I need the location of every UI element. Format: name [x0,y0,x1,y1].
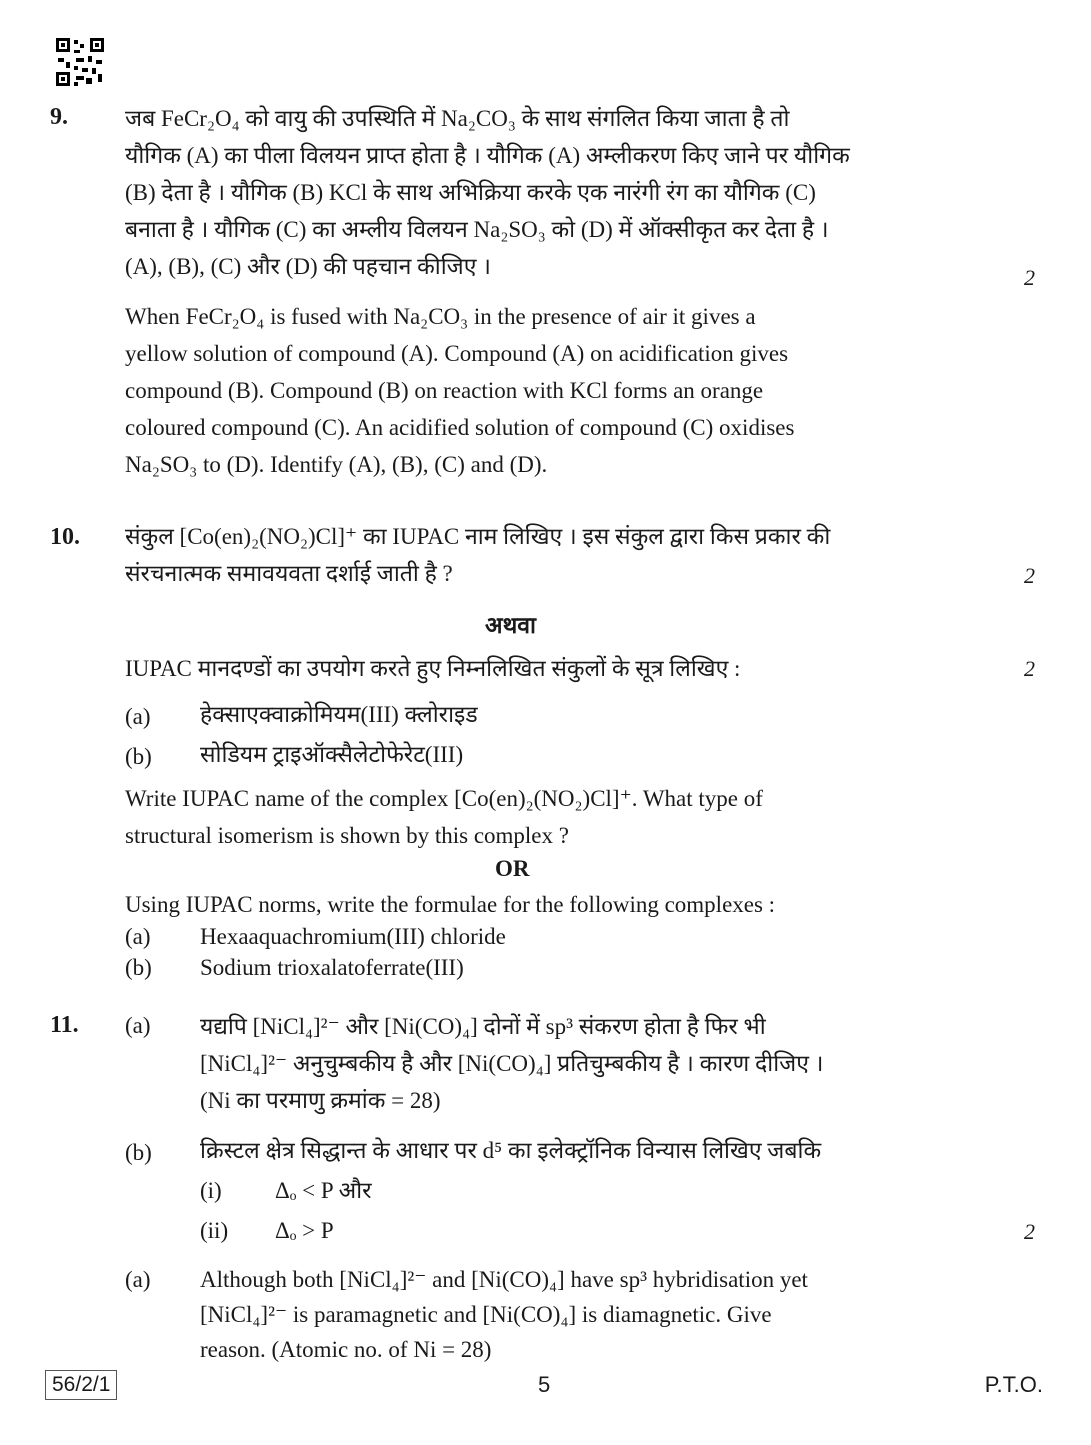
item-label: (i) [200,1178,222,1203]
text-line: When FeCr₂O₄ is fused with Na₂CO₃ in the presence of air it gives a [125,304,756,329]
marks: 2 [1024,563,1035,588]
text-line: यद्यपि [NiCl₄]²⁻ और [Ni(CO)₄] दोनों में sp³ संकरण होता है फिर भी [200,1014,766,1039]
text-line: संकुल [Co(en)₂(NO₂)Cl]⁺ का IUPAC नाम लिखिए । इस संकुल द्वारा किस प्रकार की [125,524,831,549]
item-text: Δₒ < P और [275,1178,372,1203]
qr-code-icon [56,38,104,86]
item-text: सोडियम ट्राइऑक्सैलेटोफेरेट(III) [200,742,464,767]
q11a-english-text [200,1262,979,1367]
or-heading-hindi: अथवा [485,613,537,638]
page-number: 5 [538,1372,551,1397]
text-line: yellow solution of compound (A). Compound (A) on acidification gives [125,341,789,366]
item-text: Δₒ > P [275,1218,334,1243]
text-line: reason. (Atomic no. of Ni = 28) [200,1337,492,1362]
marks: 2 [1024,1219,1035,1244]
q10-english-text [125,780,979,854]
item-label: (a) [125,924,151,949]
text-line: Na₂SO₃ to (D). Identify (A), (B), (C) and (D). [125,452,548,477]
item-label: (b) [125,744,152,769]
marks: 2 [1024,656,1035,681]
text-line: यौगिक (A) का पीला विलयन प्राप्त होता है । यौगिक (A) अम्लीकरण किए जाने पर यौगिक [125,143,850,168]
question-number: 11. [50,1012,79,1038]
q10-hindi-text [125,518,979,592]
part-label: (a) [125,1267,151,1292]
question-number: 9. [50,104,68,130]
text-line: [NiCl₄]²⁻ अनुचुम्बकीय है और [Ni(CO)₄] प्रतिचुम्बकीय है । कारण दीजिए । [200,1051,824,1076]
text-line: [NiCl₄]²⁻ is paramagnetic and [Ni(CO)₄] is diamagnetic. Give [200,1302,772,1327]
item-label: (ii) [200,1218,229,1243]
alt-question-hindi: IUPAC मानदण्डों का उपयोग करते हुए निम्नलिखित संकुलों के सूत्र लिखिए : [125,656,741,681]
text-line: Write IUPAC name of the complex [Co(en)₂(NO₂)Cl]⁺. What type of [125,786,763,811]
part-label: (a) [125,1013,151,1038]
text-line: (Ni का परमाणु क्रमांक = 28) [200,1088,441,1113]
paper-code: 56/2/1 [45,1370,117,1400]
part-label: (b) [125,1140,152,1165]
text-line: (B) देता है । यौगिक (B) KCl के साथ अभिक्रिया करके एक नारंगी रंग का यौगिक (C) [125,180,816,205]
q9-hindi-text [125,100,979,285]
item-text: Hexaaquachromium(III) chloride [200,924,506,949]
q11b-hindi-text: क्रिस्टल क्षेत्र सिद्धान्त के आधार पर d⁵ का इलेक्ट्रॉनिक विन्यास लिखिए जबकि [200,1138,822,1163]
text-line: जब FeCr₂O₄ को वायु की उपस्थिति में Na₂CO₃ के साथ संगलित किया जाता है तो [125,106,790,131]
item-label: (a) [125,704,151,729]
or-heading-english: OR [495,856,530,881]
text-line: संरचनात्मक समावयवता दर्शाई जाती है ? [125,561,453,586]
text-line: Although both [NiCl₄]²⁻ and [Ni(CO)₄] have sp³ hybridisation yet [200,1267,808,1292]
question-number: 10. [50,524,80,550]
text-line: coloured compound (C). An acidified solution of compound (C) oxidises [125,415,795,440]
q9-english-text [125,298,979,483]
text-line: structural isomerism is shown by this complex ? [125,823,569,848]
pto-label: P.T.O. [984,1372,1043,1397]
alt-question-english: Using IUPAC norms, write the formulae for the following complexes : [125,892,776,917]
text-line: बनाता है । यौगिक (C) का अम्लीय विलयन Na₂SO₃ को (D) में ऑक्सीकृत कर देता है । [125,217,829,242]
item-text: हेक्साएक्वाक्रोमियम(III) क्लोराइड [200,702,478,727]
text-line: (A), (B), (C) और (D) की पहचान कीजिए । [125,254,491,279]
item-text: Sodium trioxalatoferrate(III) [200,955,464,980]
text-line: compound (B). Compound (B) on reaction with KCl forms an orange [125,378,764,403]
marks: 2 [1024,265,1035,290]
q11a-hindi-text [200,1008,979,1119]
item-label: (b) [125,955,152,980]
